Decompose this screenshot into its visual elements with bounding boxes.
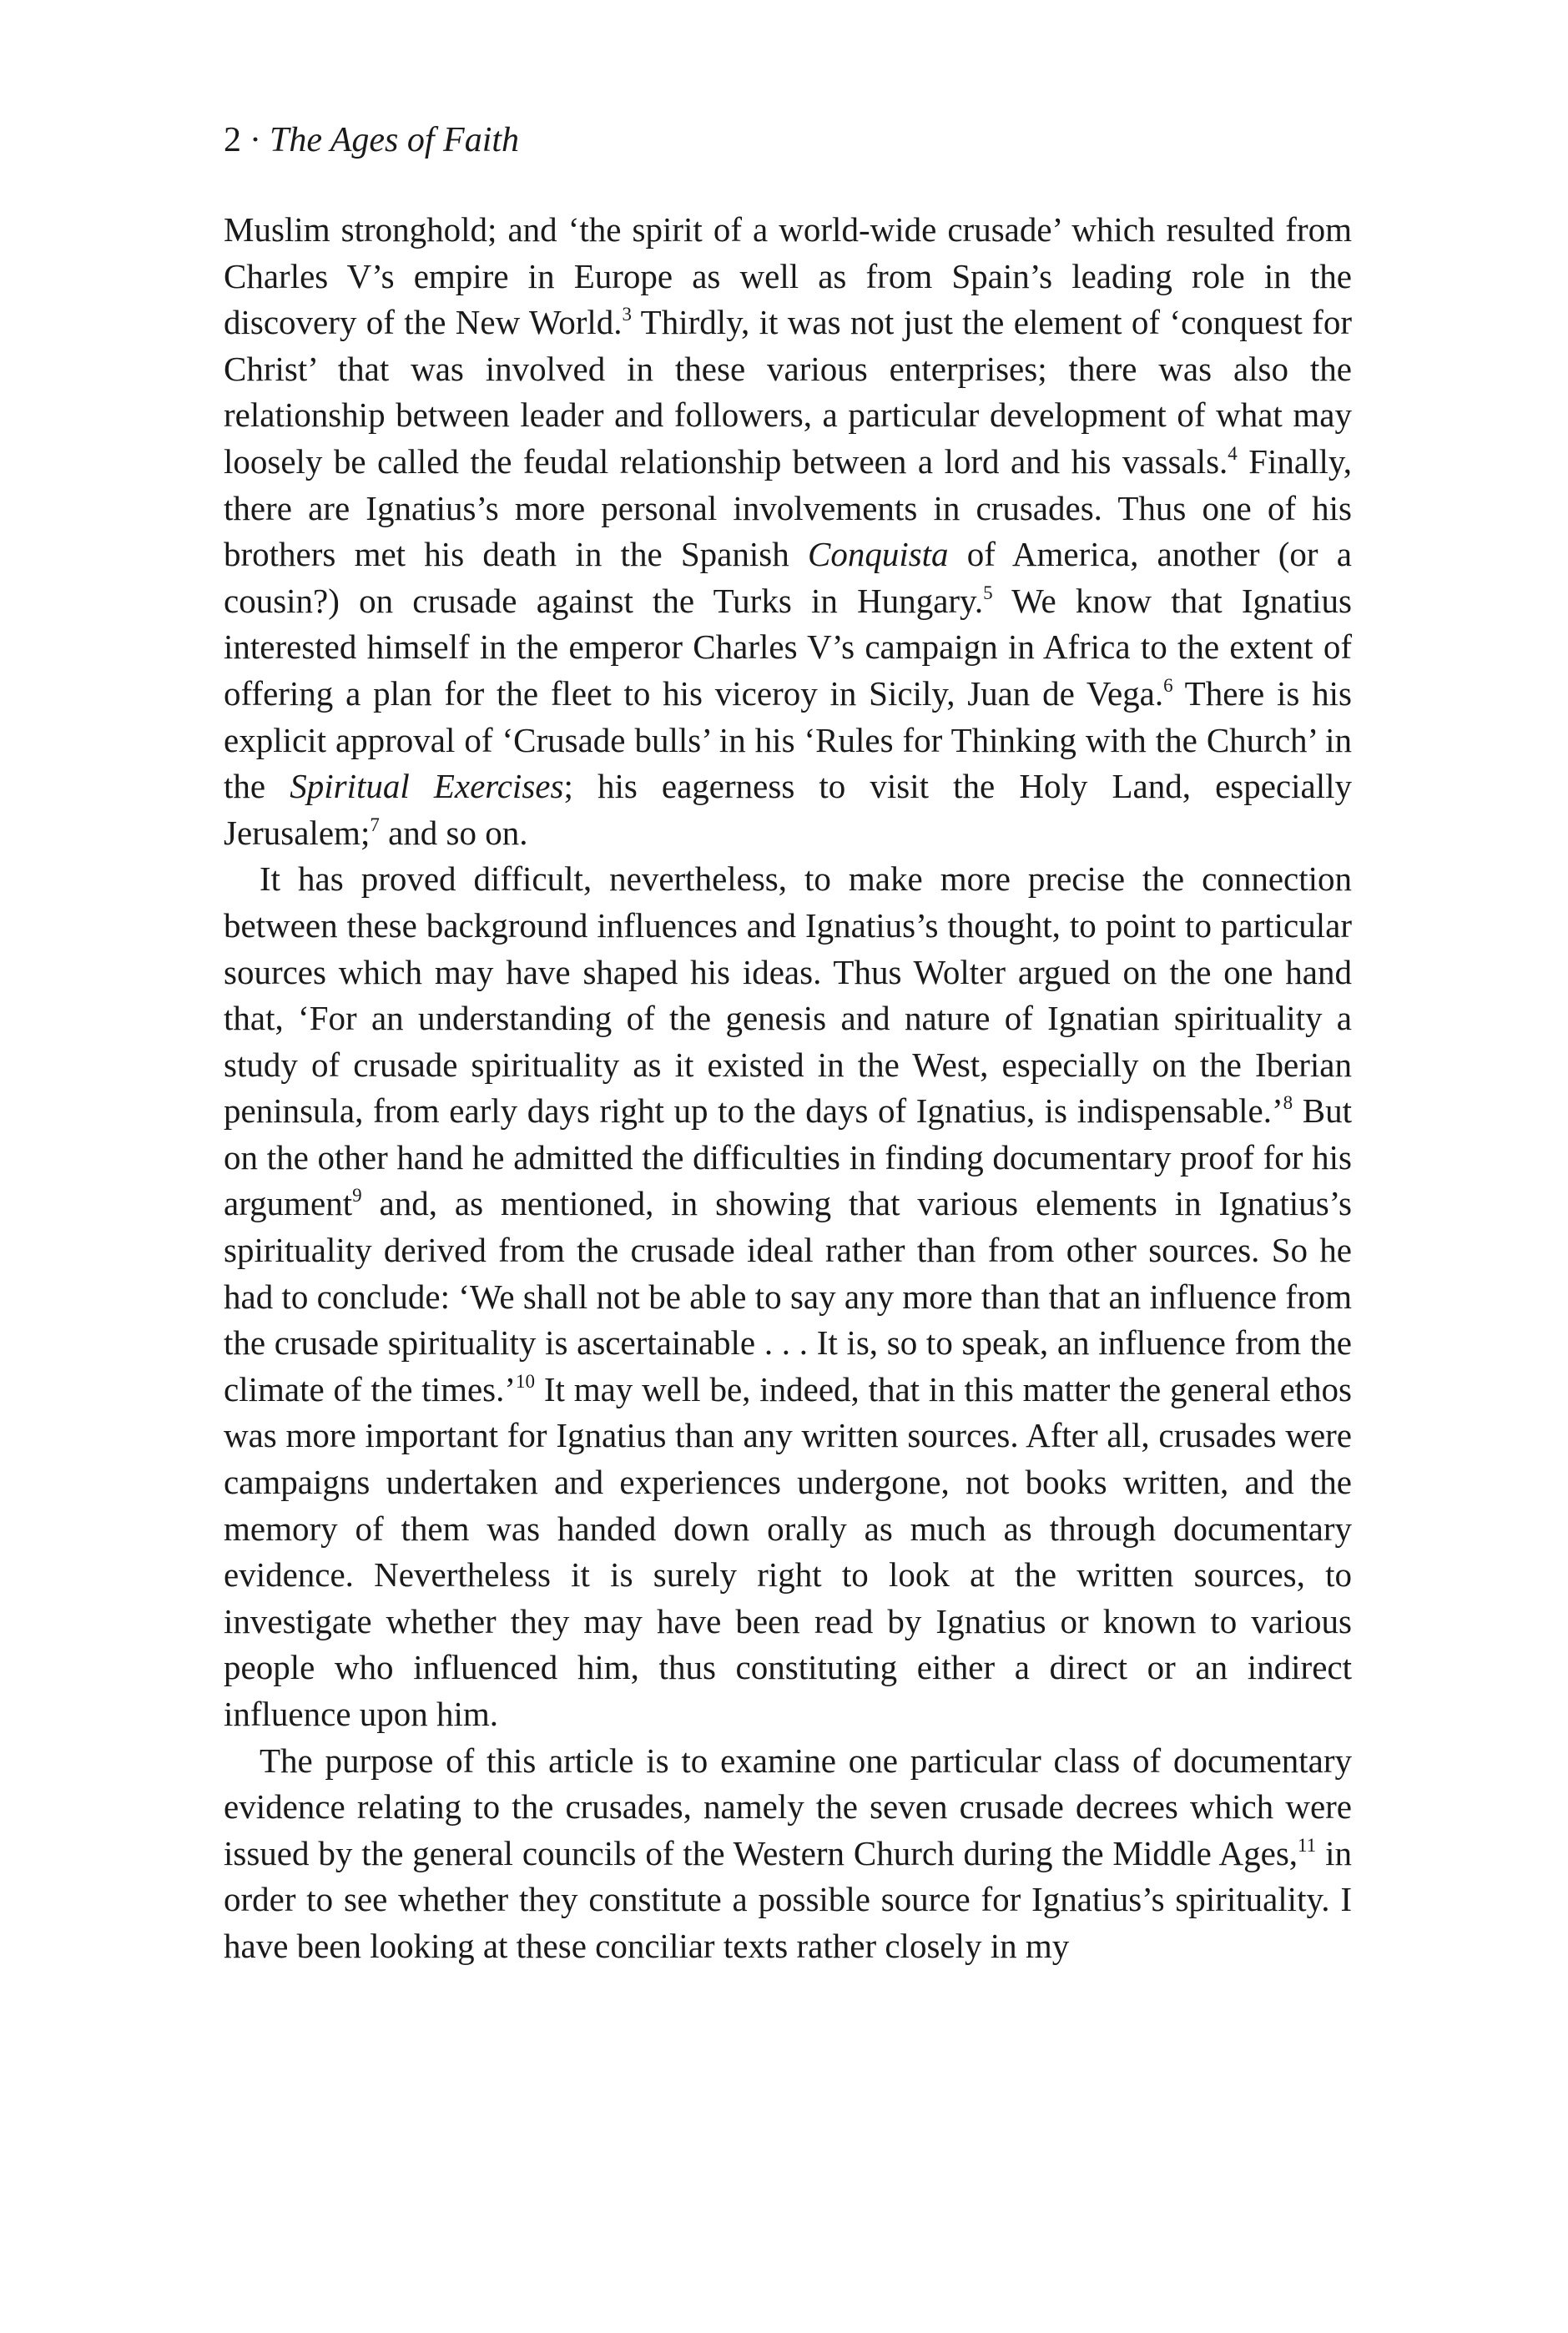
footnote-ref: 7 xyxy=(370,814,380,835)
footnote-ref: 5 xyxy=(983,582,993,603)
footnote-ref: 10 xyxy=(516,1370,536,1392)
text-run: and, as mentioned, in showing that various elements in Ignatius’s spirituality derived from the crusade ideal rather than from other sources. So he had to conclude: ‘We shall not be able to say any more than that an influence from the crusade spirituality is ascertainable . . . It is, so to speak, an influence from the climate of the times.’ xyxy=(224,1184,1352,1408)
footnote-ref: 6 xyxy=(1163,674,1173,696)
page-number: 2 xyxy=(224,121,241,159)
text-run: of America, another (or a cousin?) on crusade against the Turks in Hungary. xyxy=(224,535,1352,620)
text-run: Muslim stronghold; and ‘the spirit of a world-wide crusade’ which resulted from Charles V’s empire in Europe as well as from Spain’s leading role in the discovery of the New World. xyxy=(224,210,1352,342)
text-run: It may well be, indeed, that in this matter the general ethos was more important for Ignatius than any written sources. After all, crusades were campaigns undertaken and experiences undergone, not books written, and the memory of them was handed down orally as much as through documentary evidence. Nevertheless it is surely right to look at the written sources, to investigate whether they may have been read by Ignatius or known to various people who influenced him, thus constituting either a direct or an indirect influence upon him. xyxy=(224,1369,1352,1733)
paragraph xyxy=(224,856,1352,1737)
document-page xyxy=(224,117,1352,1970)
text-run: We know that Ignatius interested himself in the emperor Charles V’s campaign in Africa to the extent of offering a plan for the fleet to his viceroy in Sicily, Juan de Vega. xyxy=(224,581,1352,713)
text-run: It has proved difficult, nevertheless, to make more precise the connection between these background influences and Ignatius’s thought, to point to particular sources which may have shaped his ideas. Thus Wolter argued on the one hand that, ‘For an understanding of the genesis and nature of Ignatian spirituality a study of crusade spirituality as it existed in the West, especially on the Iberian peninsula, from early days right up to the days of Ignatius, is indispensable.’ xyxy=(224,859,1352,1131)
text-run: in order to see whether they constitute a possible source for Ignatius’s spirituality. I have been looking at these conciliar texts rather closely in my xyxy=(224,1833,1352,1965)
text-run: Finally, there are Ignatius’s more personal involvements in crusades. Thus one of his brothers met his death in the Spanish xyxy=(224,441,1353,574)
paragraph xyxy=(224,207,1352,856)
text-run: But on the other hand he admitted the difficulties in finding documentary proof for his argument xyxy=(224,1091,1352,1223)
italic-text: Spiritual Exercises xyxy=(290,767,564,806)
text-run: and so on. xyxy=(379,813,528,852)
text-run: Thirdly, it was not just the element of ‘conquest for Christ’ that was involved in these various enterprises; there was also the relationship between leader and followers, a particular development of what may loosely be called the feudal relationship between a lord and his vassals. xyxy=(224,303,1352,481)
text-run: The purpose of this article is to examine one particular class of documentary evidence relating to the crusades, namely the seven crusade decrees which were issued by the general councils of the Western Church during the Middle Ages, xyxy=(224,1741,1352,1872)
footnote-ref: 3 xyxy=(622,304,633,325)
footnote-ref: 8 xyxy=(1283,1092,1293,1114)
text-run: ; his eagerness to visit the Holy Land, especially Jerusalem; xyxy=(224,767,1353,852)
running-title: The Ages of Faith xyxy=(270,121,520,159)
body-text xyxy=(224,207,1352,1970)
footnote-ref: 9 xyxy=(352,1185,362,1207)
footnote-ref: 11 xyxy=(1298,1834,1317,1856)
text-run: There is his explicit approval of ‘Crusade bulls’ in his ‘Rules for Thinking with the Church’ in the xyxy=(224,673,1352,806)
footnote-ref: 4 xyxy=(1228,442,1238,464)
italic-text: Conquista xyxy=(807,535,949,574)
running-head xyxy=(224,117,1352,164)
header-separator: · xyxy=(250,121,261,159)
paragraph xyxy=(224,1738,1352,1970)
